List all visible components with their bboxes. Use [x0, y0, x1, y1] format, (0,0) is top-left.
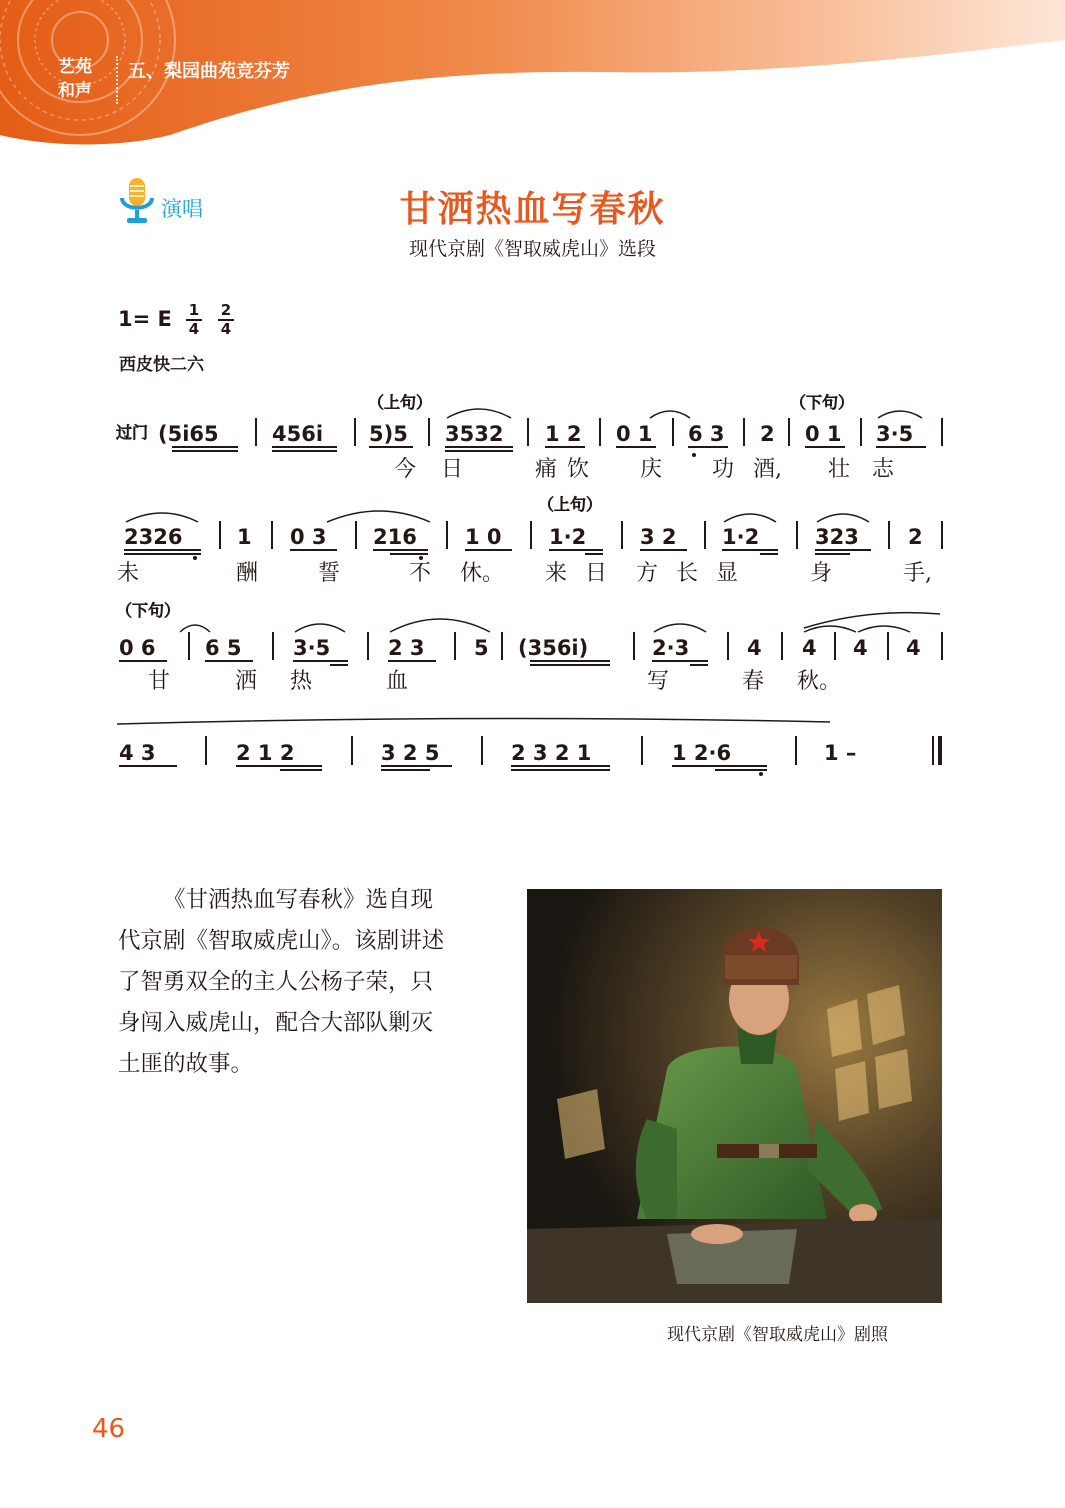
measure: 2 — [908, 525, 923, 549]
measure: 0 1 — [616, 422, 653, 446]
measure: 5)5 — [369, 422, 408, 446]
lyric: 日 — [441, 457, 464, 482]
lyric: 身 — [810, 561, 833, 586]
lyric: 日 — [585, 561, 608, 586]
measure: 3 2 5 — [381, 741, 440, 765]
lyric: 酒, — [753, 457, 782, 482]
measure: 4 — [906, 636, 921, 660]
chapter-title: 五、梨园曲苑竞芬芳 — [128, 61, 290, 82]
photo-caption: 现代京剧《智取威虎山》剧照 — [667, 1325, 888, 1345]
measure: 3·5 — [876, 422, 914, 446]
page-number: 46 — [92, 1414, 126, 1444]
measure: 456i — [272, 422, 324, 446]
phrase-annotation: （下句） — [116, 601, 181, 620]
key-signature: 1= E — [118, 307, 172, 331]
opera-stage-photo — [527, 889, 942, 1303]
prelude-label: 过门 — [116, 423, 149, 442]
lyric: 饮 — [567, 457, 590, 482]
time-sig-bottom: 4 — [220, 320, 232, 338]
measure: 2·3 — [652, 636, 690, 660]
measure: 0 6 — [119, 636, 156, 660]
score-row-4 — [117, 718, 940, 776]
measure: 2 3 — [388, 636, 425, 660]
measure: 2326 — [124, 525, 183, 549]
measure: 6 3 — [688, 422, 725, 446]
score-row-1 — [116, 393, 942, 482]
intro-text: 《甘洒热血写春秋》选自现代京剧《智取威虎山》。该剧讲述了智勇双全的主人公杨子荣，只身闯入威虎山，配合大部队剿灭土匪的故事。 — [118, 887, 445, 1077]
measure: 1 2 — [545, 422, 582, 446]
time-sig-top: 1 — [188, 301, 200, 319]
time-sig-bottom: 4 — [188, 320, 200, 338]
lyric: 休。 — [460, 561, 505, 586]
lyric: 不 — [409, 561, 432, 586]
lyric: 血 — [386, 669, 409, 694]
measure: 0 1 — [805, 422, 842, 446]
lyric: 壮 — [828, 457, 851, 482]
measure: 2 — [760, 422, 775, 446]
lyric: 痛 — [535, 457, 558, 482]
score-row-2 — [117, 495, 942, 586]
measure: 1·2 — [549, 525, 587, 549]
measure: (356i) — [518, 636, 589, 660]
lyric: 今 — [394, 457, 417, 482]
tempo-marking: 西皮快二六 — [119, 355, 204, 375]
score-row-3 — [116, 601, 942, 694]
song-title: 甘洒热血写春秋 — [399, 189, 666, 230]
time-sig-top: 2 — [220, 301, 232, 319]
lyric: 热 — [290, 669, 313, 694]
lyric: 显 — [716, 561, 739, 586]
measure: 323 — [815, 525, 859, 549]
measure: 4 3 — [119, 741, 156, 765]
lyric: 未 — [117, 561, 140, 586]
measure: 3 2 — [640, 525, 677, 549]
phrase-annotation: （上句） — [368, 393, 433, 412]
measure: 1·2 — [722, 525, 760, 549]
measure: 3532 — [445, 422, 504, 446]
lyric: 秋。 — [797, 669, 842, 694]
lyric: 春 — [742, 669, 765, 694]
intro-paragraph — [118, 880, 448, 1085]
measure: 1 – — [824, 741, 857, 765]
lyric: 志 — [872, 457, 895, 482]
measure: 4 — [802, 636, 817, 660]
measure: 3·5 — [293, 636, 331, 660]
measure: 0 3 — [290, 525, 327, 549]
measure: 6 5 — [205, 636, 242, 660]
measure: 4 — [853, 636, 868, 660]
brand-line-1: 艺苑 — [58, 57, 92, 77]
measure: (5i65 — [158, 422, 219, 446]
song-subtitle: 现代京剧《智取威虎山》选段 — [408, 238, 656, 260]
measure: 216 — [373, 525, 417, 549]
lyric: 长 — [676, 561, 699, 586]
measure: 2 3 2 1 — [511, 741, 592, 765]
lyric: 洒 — [235, 669, 258, 694]
lyric: 甘 — [148, 669, 171, 694]
phrase-annotation: （上句） — [538, 495, 603, 514]
measure: 5 — [474, 636, 489, 660]
measure: 2 1 2 — [236, 741, 295, 765]
brand-line-2: 和声 — [58, 81, 92, 101]
lyric: 誓 — [318, 561, 341, 586]
lyric: 功 — [712, 457, 735, 482]
measure: 1 2·6 — [672, 741, 732, 765]
lyric: 来 — [545, 561, 568, 586]
lyric: 手, — [903, 561, 932, 586]
lyric: 庆 — [640, 457, 663, 482]
measure: 4 — [747, 636, 762, 660]
lyric: 方 — [636, 561, 659, 586]
lyric: 写 — [647, 669, 670, 694]
measure: 1 — [237, 525, 252, 549]
measure: 1 0 — [465, 525, 502, 549]
lyric: 酬 — [236, 561, 259, 586]
section-label: 演唱 — [161, 197, 203, 221]
phrase-annotation: （下句） — [790, 393, 855, 412]
